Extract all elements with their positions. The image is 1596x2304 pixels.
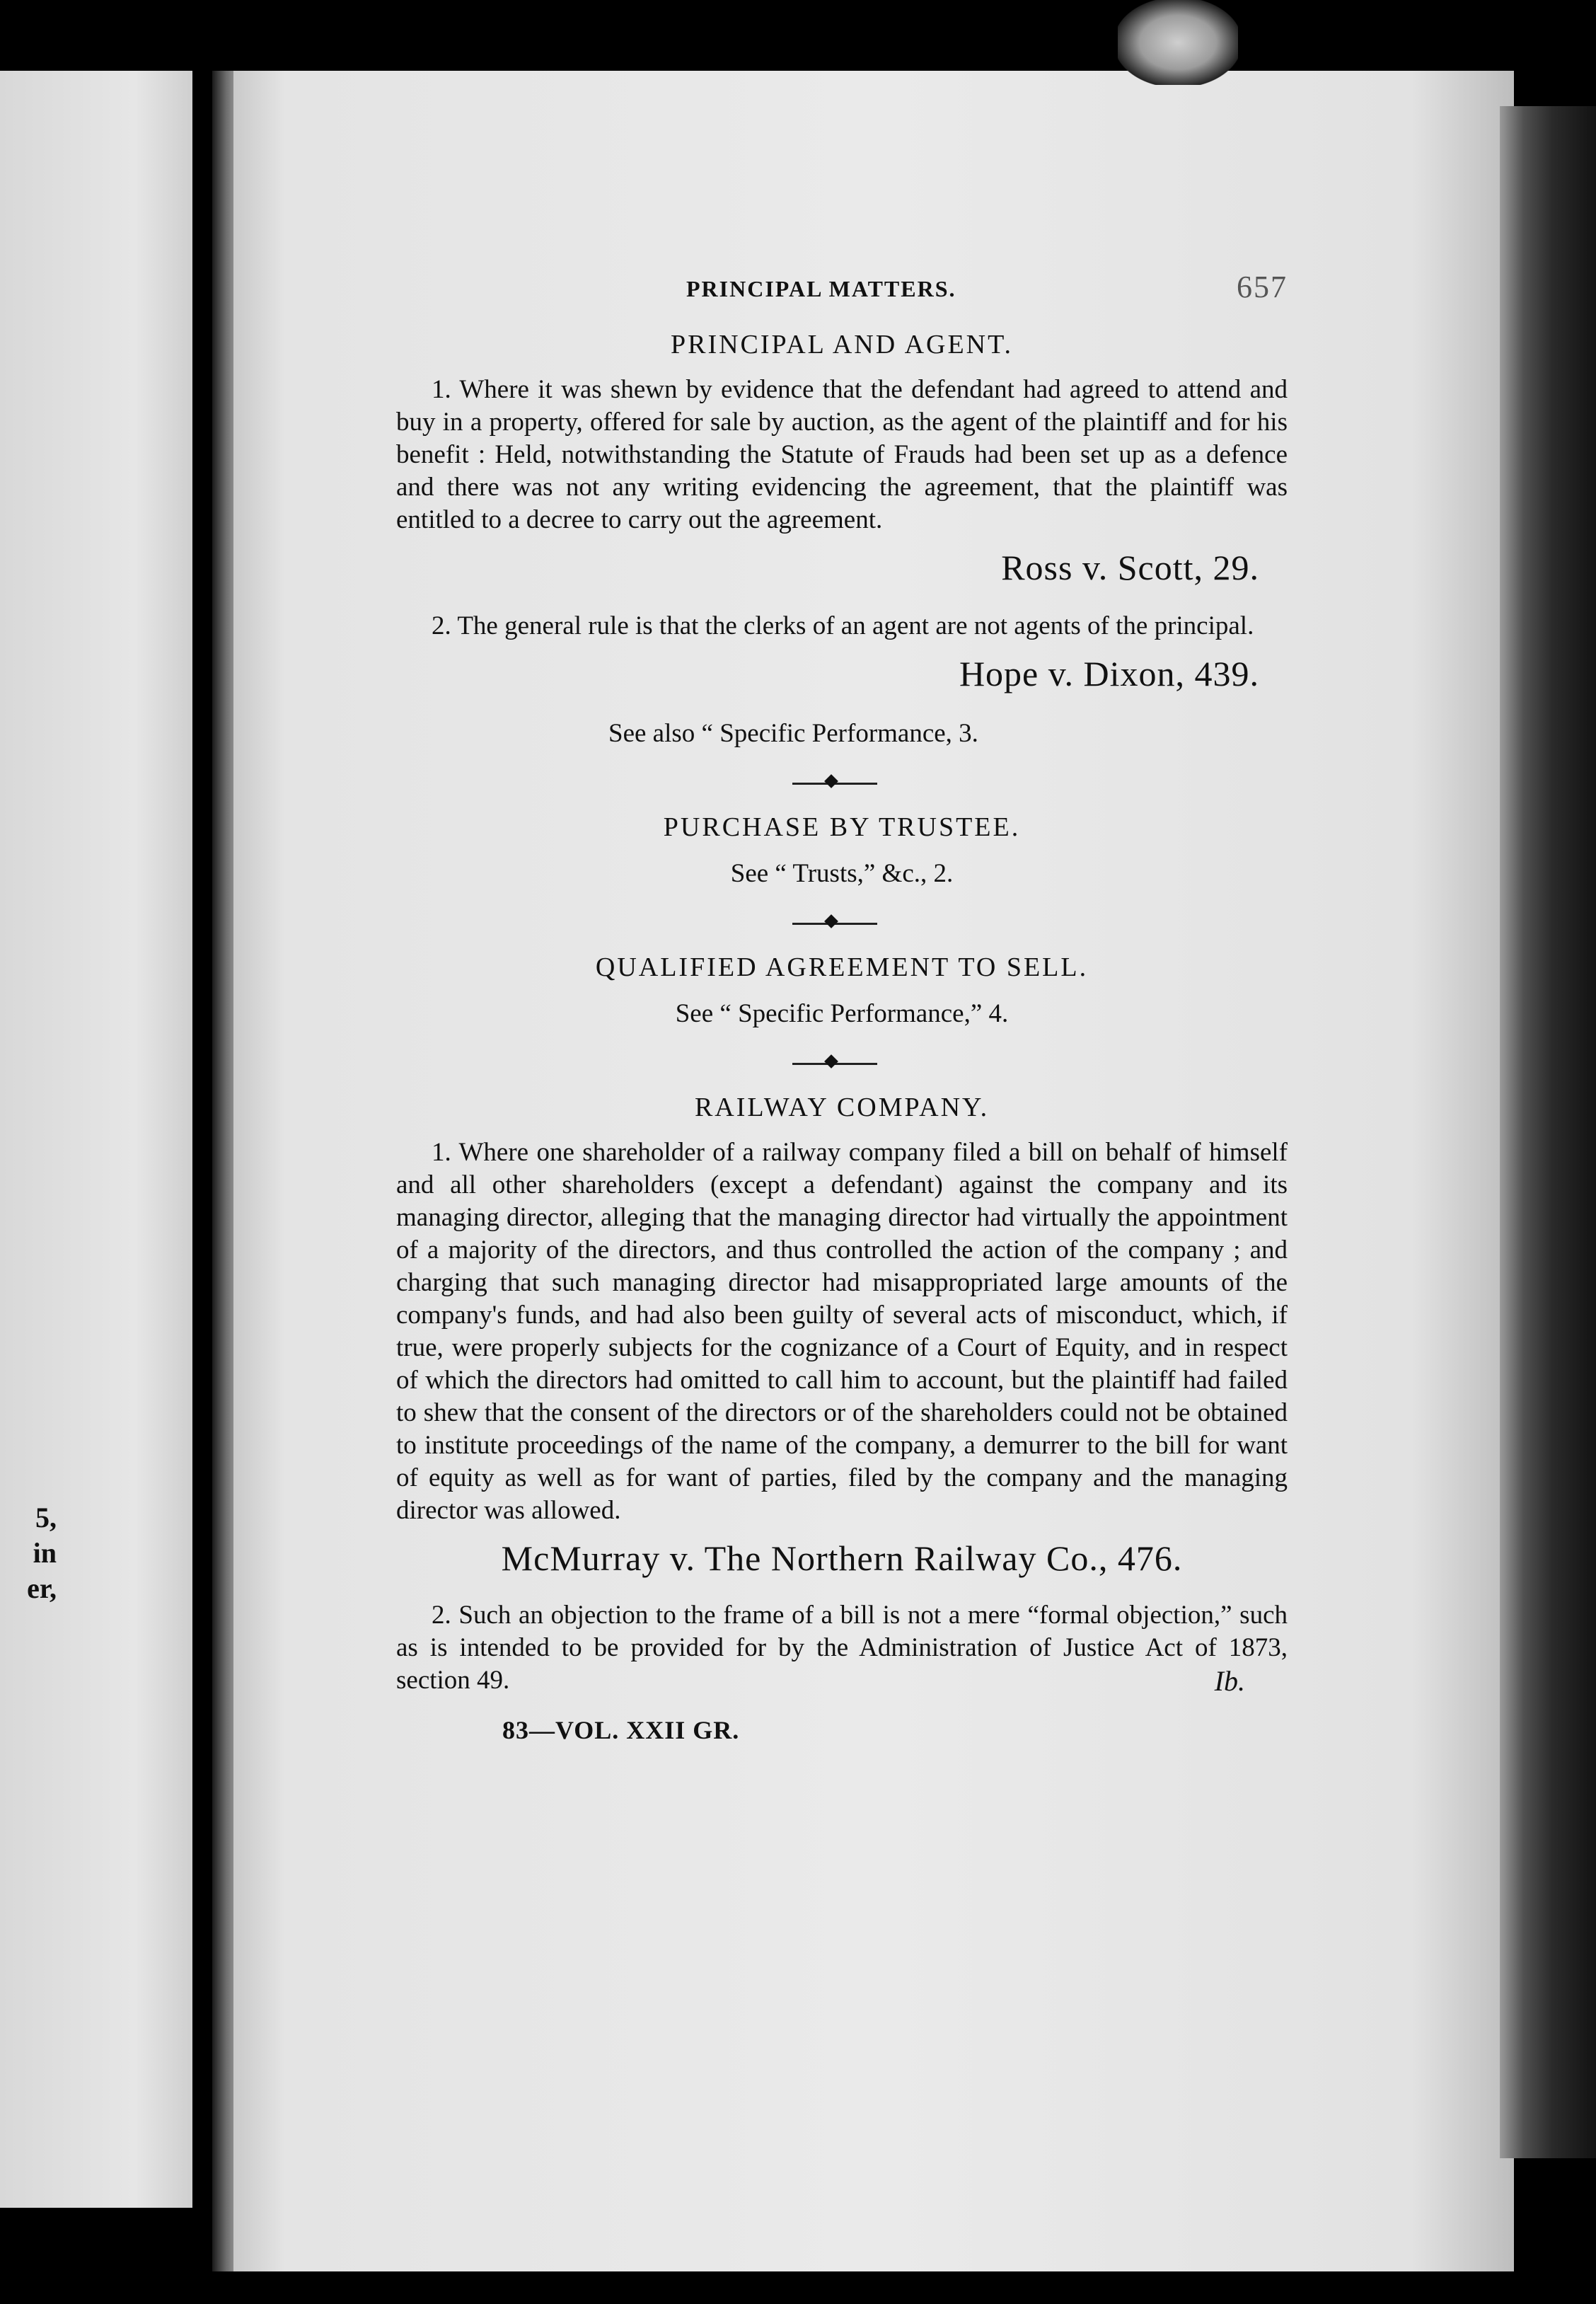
left-page-edge-text (0, 1500, 57, 1606)
heading-qualified-agreement: QUALIFIED AGREEMENT TO SELL. (595, 952, 1089, 982)
heading-principal-and-agent: PRINCIPAL AND AGENT. (670, 330, 1014, 359)
section-divider (396, 1053, 1288, 1074)
cross-reference: See “ Specific Performance,” 4. (675, 999, 1009, 1028)
running-head-title: PRINCIPAL MATTERS. (686, 276, 956, 301)
paragraph-with-ib (396, 1599, 1288, 1697)
paragraph: 2. The general rule is that the clerks of an agent are not agents of the principal. (432, 611, 1254, 640)
left-page (0, 71, 192, 2208)
section-divider (396, 773, 1288, 794)
case-citation: Hope v. Dixon, 439. (959, 654, 1259, 693)
paragraph: 2. Such an objection to the frame of a bill is not a mere “formal objection,” such as is intended to be provided for by the Administration of Justice Act of 1873, section 49. (396, 1601, 1288, 1695)
edge-char: in (33, 1537, 57, 1569)
heading-railway-company: RAILWAY COMPANY. (694, 1093, 990, 1122)
edge-char: 5, (35, 1502, 57, 1533)
damage-blotch (1118, 0, 1238, 85)
divider-ornament (824, 914, 838, 928)
running-head (396, 269, 1288, 311)
page-number: 657 (1237, 270, 1288, 304)
page-content (396, 269, 1288, 1745)
case-citation: Ross v. Scott, 29. (1001, 548, 1259, 587)
right-page-edge (1500, 106, 1596, 2158)
divider-ornament (824, 1054, 838, 1069)
divider-ornament (824, 774, 838, 788)
paragraph: 1. Where it was shewn by evidence that the defendant had agreed to attend and buy in a property, offered for sale by auction, as the agent of the plaintiff and for his benefit : Held, notwithstanding the Statute of Frauds had been set up as a defence and there was not any writing evidencing the agreement, that the plaintiff was entitled to a decree to carry out the agreement. (396, 375, 1288, 534)
cross-reference: See “ Trusts,” &c., 2. (730, 859, 954, 888)
ibid-citation: Ib. (1214, 1665, 1245, 1697)
edge-char: er, (27, 1572, 57, 1604)
paragraph: 1. Where one shareholder of a railway company filed a bill on behalf of himself and all other shareholders (except a defendant) against the company and its managing director, alleging that the managing director had virtually the appointment of a majority of the directors, and thus controlled the action of the company ; and charging that such managing director had misappropriated large amounts of the company's funds, and had also been guilty of several acts of misconduct, which, if true, were properly subjects for the cognizance of a Court of Equity, and in respect of which the directors had omitted to call him to account, but the plaintiff had failed to shew that the consent of the directors or of the shareholders could not be obtained to institute proceedings of the name of the company, a demurrer to the bill for want of equity as well as for want of parties, filed by the company and the managing director was allowed. (396, 1138, 1288, 1525)
section-divider (396, 913, 1288, 934)
cross-reference: See also “ Specific Performance, 3. (608, 719, 978, 748)
case-citation: McMurray v. The Northern Railway Co., 476. (501, 1538, 1183, 1578)
printer-signature: 83—VOL. XXII GR. (502, 1716, 740, 1744)
heading-purchase-by-trustee: PURCHASE BY TRUSTEE. (663, 812, 1021, 842)
